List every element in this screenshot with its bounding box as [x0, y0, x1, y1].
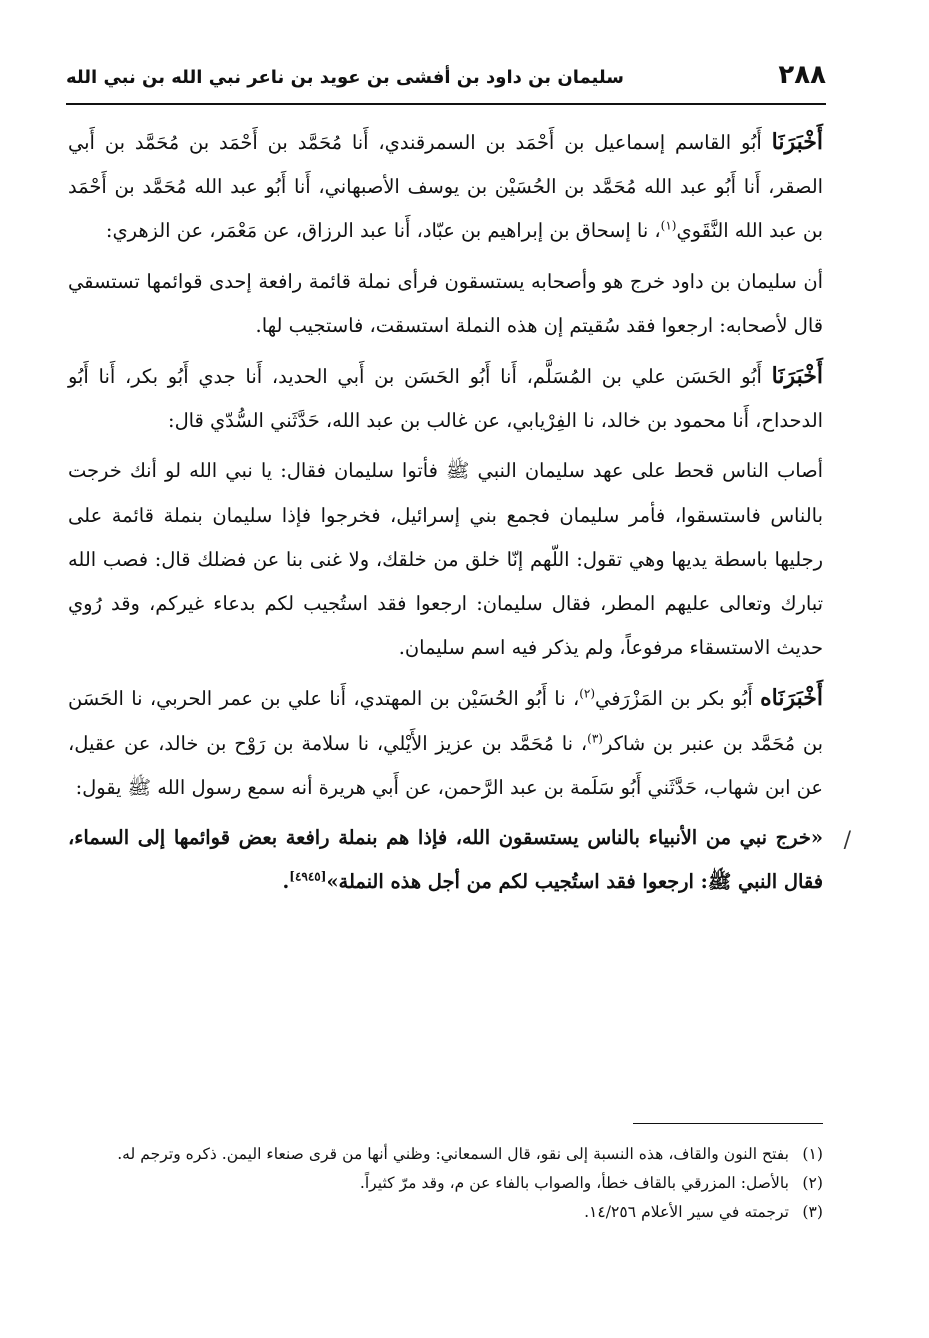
page-number: ٢٨٨ — [778, 60, 826, 90]
header-rule — [66, 103, 826, 105]
paragraph-lead: أَخْبَرَنَا — [771, 129, 823, 155]
paragraph-text: أن سليمان بن داود خرج هو وأصحابه يستسقون فرأى نملة قائمة رافعة إحدى قوائمها تستسقي قال لأصحابه: ارجعوا فقد سُقيتم إن هذه النملة استسقت، فاستجيب لها. — [68, 269, 823, 337]
paragraph-1 — [68, 120, 823, 254]
footnote-number: (٢) — [802, 1174, 823, 1192]
hadith-text: «خرج نبي من الأنبياء بالناس يستسقون الله، فإذا هم بنملة رافعة بعض قوائمها إلى السماء، فقال النبي ﷺ: ارجعوا فقد استُجيب لكم من أجل هذه النملة» — [68, 826, 823, 894]
footnote-text: بالأصل: المزرقي بالقاف خطأ، والصواب بالفاء عن م، وقد مرّ كثيراً. — [359, 1174, 789, 1192]
paragraph-4 — [68, 449, 823, 670]
paragraph-lead: أَخْبَرَنَا — [771, 363, 823, 390]
running-title: سليمان بن داود بن أفشى بن عويد بن ناعر نبي الله بن نبي الله — [66, 67, 624, 88]
footnote-number: (٣) — [802, 1203, 823, 1221]
paragraph-lead: أَخْبَرَنَاه — [760, 685, 823, 712]
paragraph-text: أصاب الناس قحط على عهد سليمان النبي ﷺ فأتوا سليمان فقال: يا نبي الله لو أنك خرجت بالناس فاستسقوا، فأمر سليمان فجمع بني إسرائيل، فخرجوا فإذا سليمان بنملة قائمة على رجليها باسطة يديها وهي تقول: اللّهم إنّا خلق من خلقك، ولا غنى بنا عن فضلك قال: فصب الله تبارك وتعالى عليهم المطر، فقال سليمان: ارجعوا فقد استُجيب لكم بدعاء غيركم، وقد رُوي حديث الاستسقاء مرفوعاً، ولم يذكر فيه اسم سليمان. — [68, 459, 823, 660]
footnote-item — [68, 1140, 823, 1169]
paragraph-5 — [68, 676, 823, 810]
paragraph-3 — [68, 354, 823, 443]
footnote-marker: (١) — [660, 218, 677, 233]
footnote-item — [68, 1169, 823, 1198]
footnote-separator — [633, 1123, 823, 1124]
footnote-text: بفتح النون والقاف، هذه النسبة إلى نقو، قال السمعاني: وظني أنها من قرى صنعاء اليمن. ذكره وترجم له. — [117, 1145, 789, 1163]
hadith-reference-number: [٤٩٤٥] — [289, 869, 327, 884]
paragraph-text: أَبُو الحَسَن علي بن المُسَلَّم، أَنا أَبُو الحَسَن بن أَبي الحديد، أَنا جدي أَبُو بكر، أَنا أَبُو الدحداح، أَنا محمود بن خالد، نا الفِرْيابي، عن غالب بن عبد الله، حَدَّثَني السُّدّي قال: — [68, 365, 823, 433]
page-header — [66, 60, 826, 90]
paragraph-text: ، نا مُحَمَّد بن عزيز الأَيْلي، نا سلامة بن رَوْح بن خالد، عن عقيل، عن ابن شهاب، حَدَّثَني أَبُو سَلَمة بن عبد الرَّحمن، عن أَبي هريرة أنه سمع رسول الله ﷺ يقول: — [68, 731, 823, 799]
paragraph-text: أَبُو بكر بن المَزْرَفي — [595, 687, 761, 711]
paragraph-2 — [68, 260, 823, 348]
paragraph-text: أَبُو القاسم إسماعيل بن أَحْمَد بن السمرقندي، أَنا مُحَمَّد بن أَحْمَد بن مُحَمَّد بن أَبي الصقر، أَنا أَبُو عبد الله مُحَمَّد بن الحُسَيْن بن يوسف الأصبهاني، أَنا أَبُو عبد الله مُحَمَّد بن أَحْمَد بن عبد الله النَّقَوي — [68, 131, 823, 243]
paragraph-text: ، نا إسحاق بن إبراهيم بن عبّاد، أَنا عبد الرزاق، عن مَعْمَر، عن الزهري: — [105, 219, 661, 243]
paragraph-6-hadith — [68, 816, 823, 904]
footnotes — [68, 1140, 823, 1227]
paragraph-end: . — [282, 870, 290, 894]
paragraph-text: ، نا أَبُو الحُسَيْن بن المهتدي، أَنا علي بن عمر الحربي، نا الحَسَن بن مُحَمَّد بن عنبر بن شاكر — [68, 687, 823, 755]
footnote-marker: (٣) — [587, 731, 603, 746]
footnote-text: ترجمته في سير الأعلام ١٤/٢٥٦. — [584, 1203, 789, 1221]
footnote-marker: (٢) — [579, 686, 596, 701]
main-text — [68, 120, 823, 910]
footnote-number: (١) — [802, 1145, 823, 1163]
footnote-item — [68, 1198, 823, 1227]
margin-mark: / — [843, 828, 851, 853]
